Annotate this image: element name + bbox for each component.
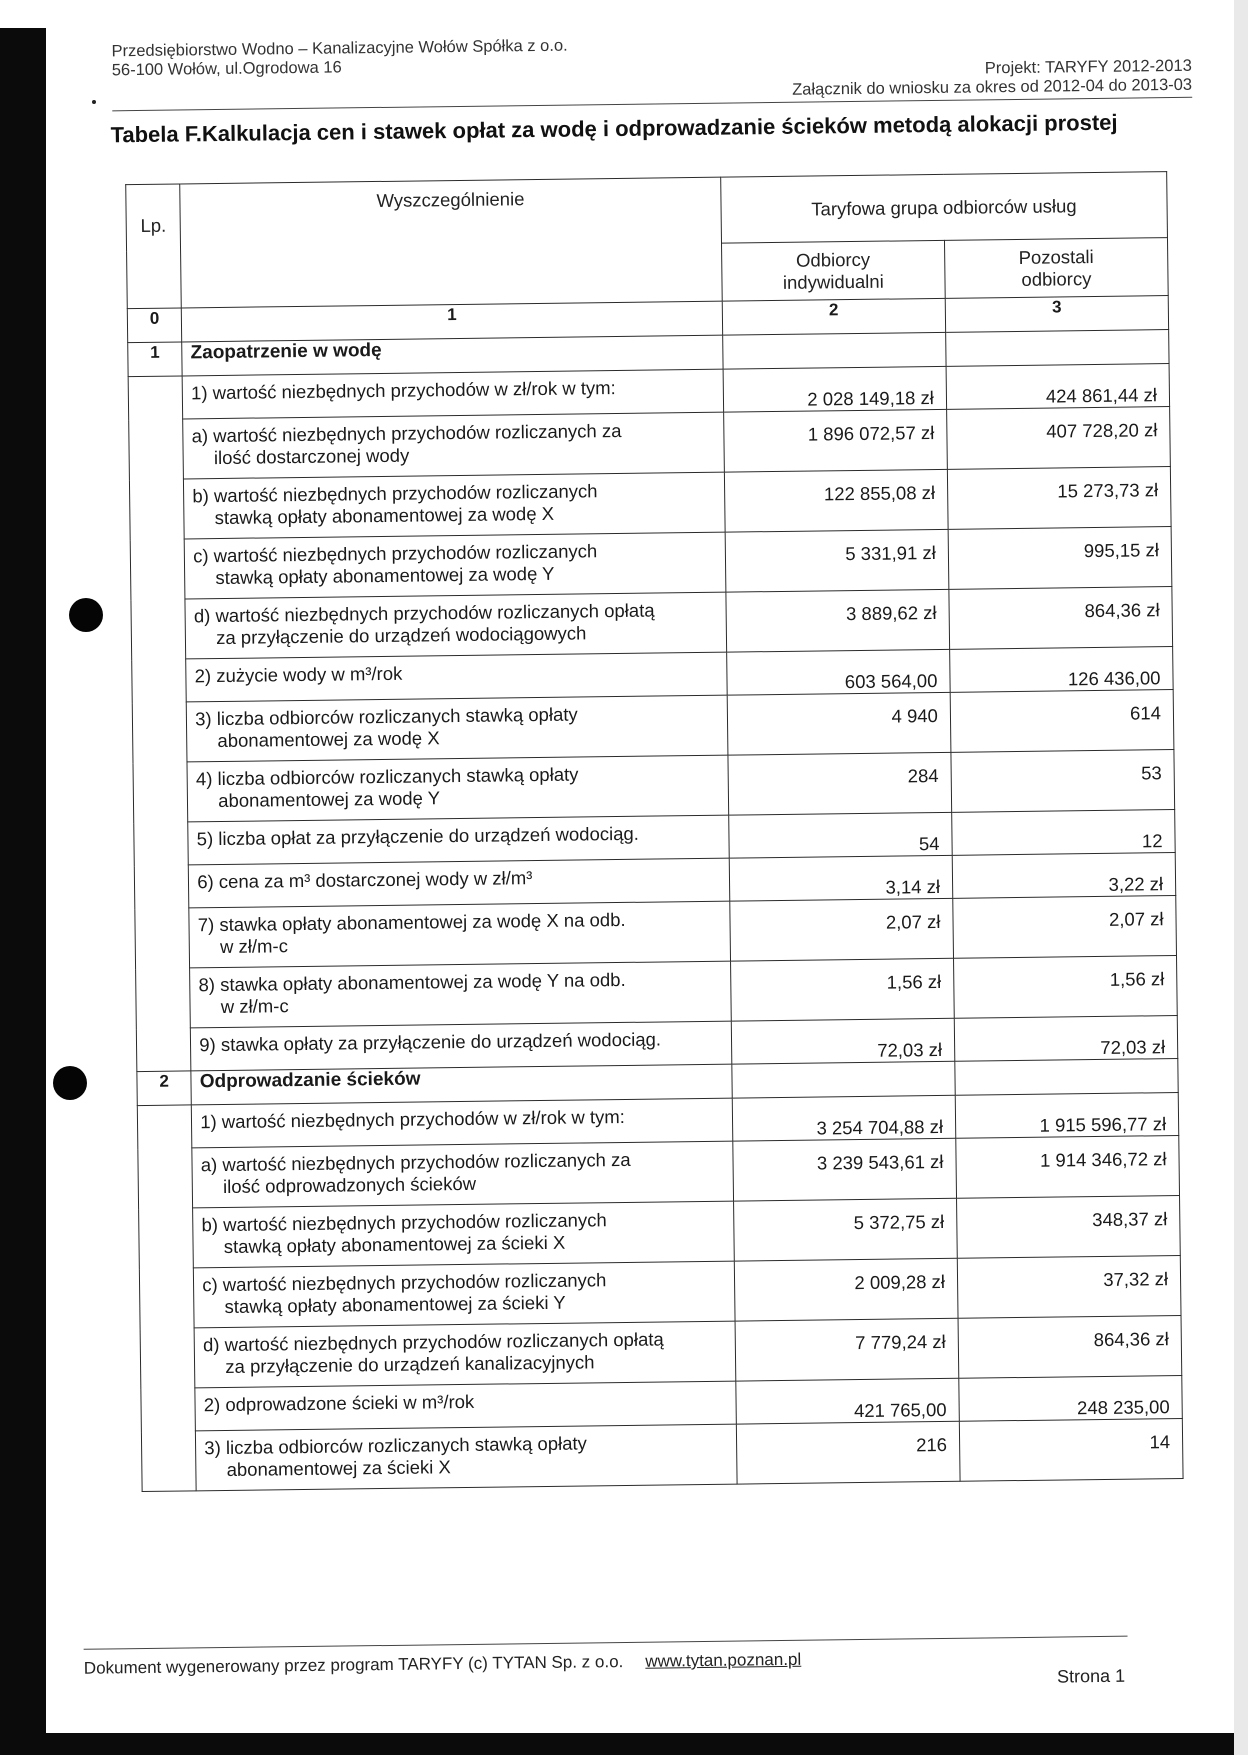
lp-spacer-cell xyxy=(128,376,191,1072)
section-empty-cell xyxy=(946,330,1170,367)
company-header xyxy=(111,37,568,81)
value-other: 72,03 zł xyxy=(954,1016,1178,1062)
row-description xyxy=(193,1201,734,1268)
row-description xyxy=(190,961,731,1028)
row-description xyxy=(188,815,729,865)
row-label: 7) stawka opłaty abonamentowej za wodę X na odb. xyxy=(197,908,626,936)
row-description xyxy=(189,858,730,908)
row-label: 3) liczba odbiorców rozliczanych stawką opłaty xyxy=(204,1432,587,1459)
row-label: d) wartość niezbędnych przychodów rozliczanych opłatą xyxy=(202,1328,664,1356)
value-other: 1,56 zł xyxy=(953,956,1177,1019)
row-label: a) wartość niezbędnych przychodów rozliczanych za xyxy=(191,419,622,447)
value-individual: 216 xyxy=(736,1421,960,1484)
section-water xyxy=(128,330,1178,1072)
row-label-continued: w zł/m-c xyxy=(220,995,289,1018)
page-title: Tabela F.Kalkulacja cen i stawek opłat za wodę i odprowadzanie ścieków metodą alokacji prostej xyxy=(110,109,1118,148)
row-description xyxy=(192,1098,733,1148)
value-other: 37,32 zł xyxy=(957,1255,1181,1318)
footer-link[interactable]: www.tytan.poznan.pl xyxy=(645,1649,802,1671)
row-label-continued: za przyłączenie do urządzeń kanalizacyjnych xyxy=(225,1351,595,1377)
section-number: 2 xyxy=(137,1071,192,1106)
row-description xyxy=(191,1021,732,1071)
row-label-continued: za przyłączenie do urządzeń wodociągowych xyxy=(216,622,587,649)
row-description xyxy=(182,369,723,419)
section-empty-cell xyxy=(955,1059,1179,1096)
project-header xyxy=(792,57,1192,100)
value-other: 53 xyxy=(951,750,1175,813)
value-other: 1 914 346,72 zł xyxy=(956,1135,1180,1198)
value-individual: 3 254 704,88 zł xyxy=(732,1095,956,1141)
project-name: Projekt: TARYFY 2012-2013 xyxy=(984,56,1192,78)
value-individual: 421 765,00 xyxy=(736,1378,960,1424)
col-ind-label-2: indywidualni xyxy=(782,270,884,293)
row-description xyxy=(184,472,725,539)
col-lp-header xyxy=(126,184,182,309)
row-description xyxy=(184,532,725,599)
company-name: Przedsiębiorstwo Wodno – Kanalizacyjne Wołów Spółka z o.o. xyxy=(111,36,568,61)
row-label: 2) zużycie wody w m³/rok xyxy=(194,662,403,687)
value-individual: 1,56 zł xyxy=(730,958,954,1021)
row-label-continued: stawką opłaty abonamentowej za wodę Y xyxy=(215,562,555,589)
value-individual: 284 xyxy=(728,752,952,815)
row-description xyxy=(192,1141,733,1208)
row-label: c) wartość niezbędnych przychodów rozliczanych xyxy=(193,540,598,567)
col-lp-label: Lp. xyxy=(140,214,167,236)
value-individual: 3,14 zł xyxy=(729,855,953,901)
col-oth-label-2: odbiorcy xyxy=(1021,267,1092,290)
row-label-continued: ilość dostarczonej wody xyxy=(213,444,410,469)
value-other: 2,07 zł xyxy=(953,896,1177,959)
footer xyxy=(84,1650,802,1679)
row-label: 4) liczba odbiorców rozliczanych stawką opłaty xyxy=(195,763,579,790)
value-individual: 3 239 543,61 zł xyxy=(733,1138,957,1201)
value-individual: 72,03 zł xyxy=(731,1018,955,1064)
value-individual: 7 779,24 zł xyxy=(735,1318,959,1381)
row-label-continued: stawką opłaty abonamentowej za wodę X xyxy=(214,502,555,529)
value-other: 424 861,44 zł xyxy=(946,364,1170,410)
value-other: 864,36 zł xyxy=(958,1315,1182,1378)
col-oth-label-1: Pozostali xyxy=(1018,245,1094,268)
value-other: 995,15 zł xyxy=(948,527,1172,590)
table-row xyxy=(141,1418,1183,1491)
value-other: 248 235,00 xyxy=(959,1375,1183,1421)
row-description xyxy=(186,695,727,762)
col-number-2: 2 xyxy=(722,298,945,335)
lp-spacer-cell xyxy=(137,1105,196,1492)
row-label: 9) stawka opłaty za przyłączenie do urządzeń wodociąg. xyxy=(199,1028,662,1056)
attachment-period: Załącznik do wniosku za okres od 2012-04 do 2013-03 xyxy=(792,75,1193,99)
row-description xyxy=(189,901,730,968)
value-individual: 603 564,00 xyxy=(726,649,950,695)
col-number-0: 0 xyxy=(127,308,182,343)
row-label: b) wartość niezbędnych przychodów rozliczanych xyxy=(201,1209,607,1236)
col-group-header xyxy=(721,172,1168,244)
section-title: Odprowadzanie ścieków xyxy=(191,1064,732,1105)
value-individual: 122 855,08 zł xyxy=(724,469,948,532)
value-individual: 2 009,28 zł xyxy=(734,1258,958,1321)
row-label: b) wartość niezbędnych przychodów rozliczanych xyxy=(192,480,598,507)
value-individual: 1 896 072,57 zł xyxy=(723,409,947,472)
section-number: 1 xyxy=(128,342,183,377)
value-individual: 54 xyxy=(729,812,953,858)
footer-credit: Dokument wygenerowany przez program TARYFY (c) TYTAN Sp. z o.o. xyxy=(83,1652,624,1678)
header-rule xyxy=(112,97,1192,112)
row-label-continued: stawką opłaty abonamentowej za ścieki X xyxy=(223,1231,566,1258)
row-label: 3) liczba odbiorców rozliczanych stawką opłaty xyxy=(195,703,578,730)
value-other: 864,36 zł xyxy=(949,587,1173,650)
value-individual: 5 331,91 zł xyxy=(725,529,949,592)
value-other: 348,37 zł xyxy=(956,1195,1180,1258)
col-number-1: 1 xyxy=(182,301,723,342)
value-other: 12 xyxy=(952,810,1176,856)
row-label-continued: stawką opłaty abonamentowej za ścieki Y xyxy=(224,1291,566,1318)
row-label: 6) cena za m³ dostarczonej wody w zł/m³ xyxy=(197,867,533,893)
row-description xyxy=(186,652,727,702)
row-label: d) wartość niezbędnych przychodów rozliczanych opłatą xyxy=(193,599,655,627)
col-oth-header xyxy=(944,238,1168,299)
row-description xyxy=(194,1261,735,1328)
value-individual: 2,07 zł xyxy=(730,898,954,961)
value-other: 407 728,20 zł xyxy=(947,407,1171,470)
col-desc-label: Wyszczególnienie xyxy=(376,188,525,212)
section-empty-cell xyxy=(722,332,945,369)
footer-rule xyxy=(84,1636,1128,1650)
row-label-continued: abonamentowej za wodę X xyxy=(217,727,440,752)
section-empty-cell xyxy=(732,1061,955,1098)
row-label: c) wartość niezbędnych przychodów rozliczanych xyxy=(202,1269,607,1296)
company-address: 56-100 Wołów, ul.Ogrodowa 16 xyxy=(111,58,342,80)
value-other: 15 273,73 zł xyxy=(947,467,1171,530)
section-title: Zaopatrzenie w wodę xyxy=(182,335,723,376)
row-description xyxy=(185,592,726,659)
row-description xyxy=(196,1424,737,1491)
value-individual: 2 028 149,18 zł xyxy=(723,366,947,412)
row-description xyxy=(194,1321,735,1388)
col-number-3: 3 xyxy=(945,296,1169,333)
row-label-continued: abonamentowej za ścieki X xyxy=(226,1456,451,1480)
row-description xyxy=(195,1381,736,1431)
row-label: 1) wartość niezbędnych przychodów w zł/rok w tym: xyxy=(200,1105,625,1133)
row-label-continued: abonamentowej za wodę Y xyxy=(218,787,441,812)
value-other: 3,22 zł xyxy=(952,853,1176,899)
col-desc-header xyxy=(180,177,722,308)
value-individual: 4 940 xyxy=(727,692,951,755)
value-other: 14 xyxy=(959,1418,1183,1481)
row-label: 2) odprowadzone ścieki w m³/rok xyxy=(203,1390,475,1416)
row-label: 8) stawka opłaty abonamentowej za wodę Y na odb. xyxy=(198,968,626,996)
row-label-continued: w zł/m-c xyxy=(219,935,289,958)
section-sewage xyxy=(137,1059,1183,1492)
value-other: 126 436,00 xyxy=(950,647,1174,693)
row-label: a) wartość niezbędnych przychodów rozliczanych za xyxy=(200,1148,631,1176)
row-label: 1) wartość niezbędnych przychodów w zł/rok w tym: xyxy=(190,377,616,404)
tariff-table xyxy=(125,171,1183,1492)
row-label: 5) liczba opłat za przyłączenie do urządzeń wodociąg. xyxy=(196,822,639,850)
value-individual: 5 372,75 zł xyxy=(733,1198,957,1261)
value-other: 1 915 596,77 zł xyxy=(955,1093,1179,1139)
row-label-continued: ilość odprowadzonych ścieków xyxy=(222,1172,477,1198)
value-individual: 3 889,62 zł xyxy=(726,589,950,652)
col-ind-header xyxy=(721,240,945,301)
value-other: 614 xyxy=(950,690,1174,753)
col-ind-label-1: Odbiorcy xyxy=(795,248,871,271)
row-description xyxy=(187,755,728,822)
page-number: Strona 1 xyxy=(1056,1665,1126,1687)
row-description xyxy=(183,412,724,479)
col-group-label: Taryfowa grupa odbiorców usług xyxy=(811,194,1077,220)
